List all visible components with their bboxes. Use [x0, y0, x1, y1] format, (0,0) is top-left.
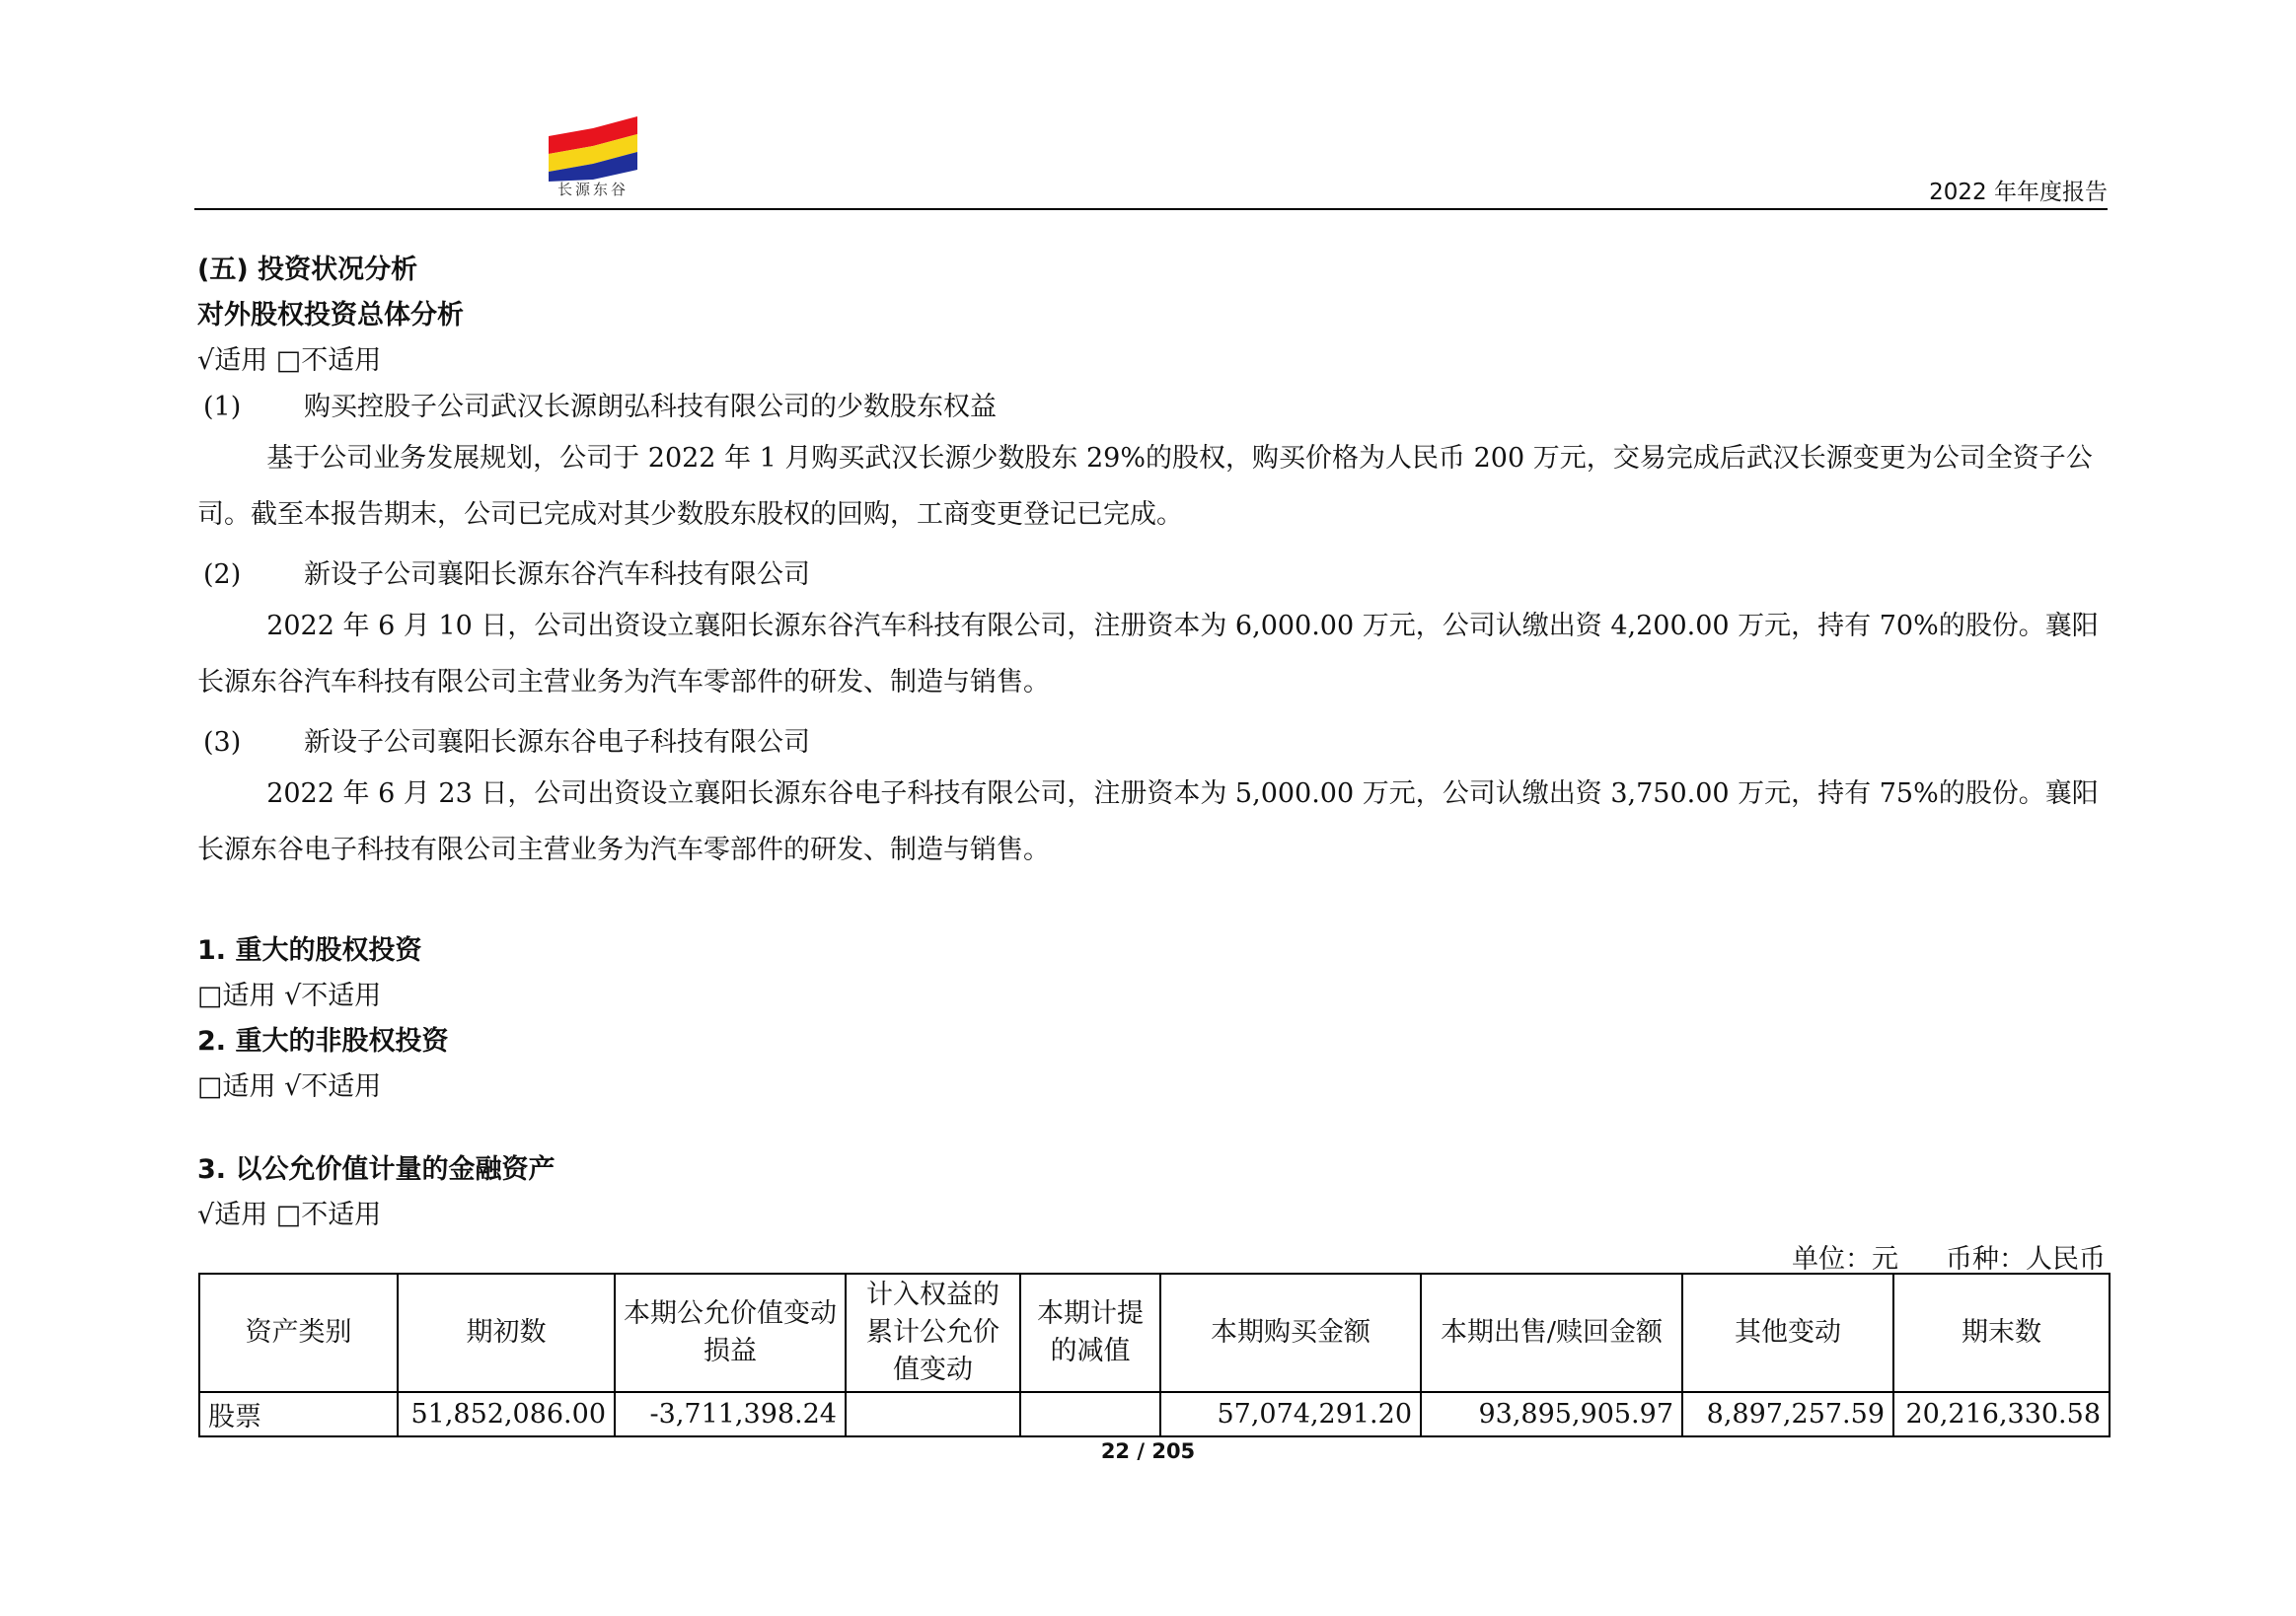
col-header: 期初数: [398, 1274, 615, 1392]
col-header: 本期公允价值变动损益: [615, 1274, 846, 1392]
item-2-heading: [197, 552, 810, 591]
item-1-text: 基于公司业务发展规划，公司于 2022 年 1 月购买武汉长源少数股东 29%的股权，购买价格为人民币 200 万元，交易完成后武汉长源变更为公司全资子公司。截至本报告期末，公司已完成对其少数股东股权的回购，工商变更登记已完成。: [197, 443, 2093, 530]
col-header: 资产类别: [199, 1274, 398, 1392]
section-title: (五) 投资状况分析: [197, 255, 418, 285]
col-header: 本期出售/赎回金额: [1421, 1274, 1682, 1392]
item-1-body: [197, 430, 2108, 543]
table-cell: 20,216,330.58: [1893, 1392, 2110, 1436]
header-divider: [194, 208, 2108, 210]
table-cell: -3,711,398.24: [615, 1392, 846, 1436]
item-3-title: 新设子公司襄阳长源东谷电子科技有限公司: [304, 727, 810, 758]
item-3-heading: [197, 720, 810, 759]
s3-applicable: √适用 □不适用: [197, 1200, 382, 1230]
report-title: 2022 年年度报告: [1929, 180, 2108, 205]
item-3-text: 2022 年 6 月 23 日，公司出资设立襄阳长源东谷电子科技有限公司，注册资本为 5,000.00 万元，公司认缴出资 3,750.00 万元，持有 75%的股份。襄阳长源东谷电子科技有限公司主营业务为汽车零部件的研发、制造与销售。: [197, 778, 2099, 865]
item-2-title: 新设子公司襄阳长源东谷汽车科技有限公司: [304, 559, 810, 590]
table-header-row: [199, 1274, 2110, 1392]
item-1-number: (1): [203, 392, 242, 422]
table-cell: [1020, 1392, 1160, 1436]
table-cell: 51,852,086.00: [398, 1392, 615, 1436]
col-header: 本期购买金额: [1160, 1274, 1421, 1392]
section-subtitle: 对外股权投资总体分析: [197, 300, 464, 331]
table-cell: 股票: [199, 1392, 398, 1436]
item-2-text: 2022 年 6 月 10 日，公司出资设立襄阳长源东谷汽车科技有限公司，注册资本为 6,000.00 万元，公司认缴出资 4,200.00 万元，持有 70%的股份。襄阳长源东谷汽车科技有限公司主营业务为汽车零部件的研发、制造与销售。: [197, 611, 2099, 698]
item-3-body: [197, 766, 2108, 878]
col-header: 其他变动: [1682, 1274, 1893, 1392]
table-cell: [846, 1392, 1020, 1436]
unit-currency-line: [1792, 1237, 2106, 1276]
s2-title: 2. 重大的非股权投资: [197, 1026, 449, 1057]
item-2-number: (2): [203, 559, 242, 590]
page-number: 22 / 205: [1100, 1439, 1196, 1463]
unit-label: 单位：元: [1792, 1244, 1898, 1275]
item-1-heading: [197, 385, 997, 423]
fair-value-assets-table: [198, 1273, 2111, 1437]
s2-applicable: □适用 √不适用: [197, 1071, 382, 1102]
section-applicable: √适用 □不适用: [197, 345, 382, 376]
col-header: 计入权益的累计公允价值变动: [846, 1274, 1020, 1392]
logo-text: 长源东谷: [556, 181, 629, 198]
item-3-number: (3): [203, 727, 242, 758]
table-row: [199, 1392, 2110, 1436]
col-header: 本期计提的减值: [1020, 1274, 1160, 1392]
col-header: 期末数: [1893, 1274, 2110, 1392]
item-2-body: [197, 598, 2108, 710]
item-1-title: 购买控股子公司武汉长源朗弘科技有限公司的少数股东权益: [304, 392, 997, 422]
s3-title: 3. 以公允价值计量的金融资产: [197, 1154, 555, 1185]
s1-applicable: □适用 √不适用: [197, 981, 382, 1011]
table-cell: 93,895,905.97: [1421, 1392, 1682, 1436]
s1-title: 1. 重大的股权投资: [197, 935, 422, 966]
table-cell: 8,897,257.59: [1682, 1392, 1893, 1436]
currency-label: 币种：人民币: [1946, 1244, 2106, 1275]
table-cell: 57,074,291.20: [1160, 1392, 1421, 1436]
